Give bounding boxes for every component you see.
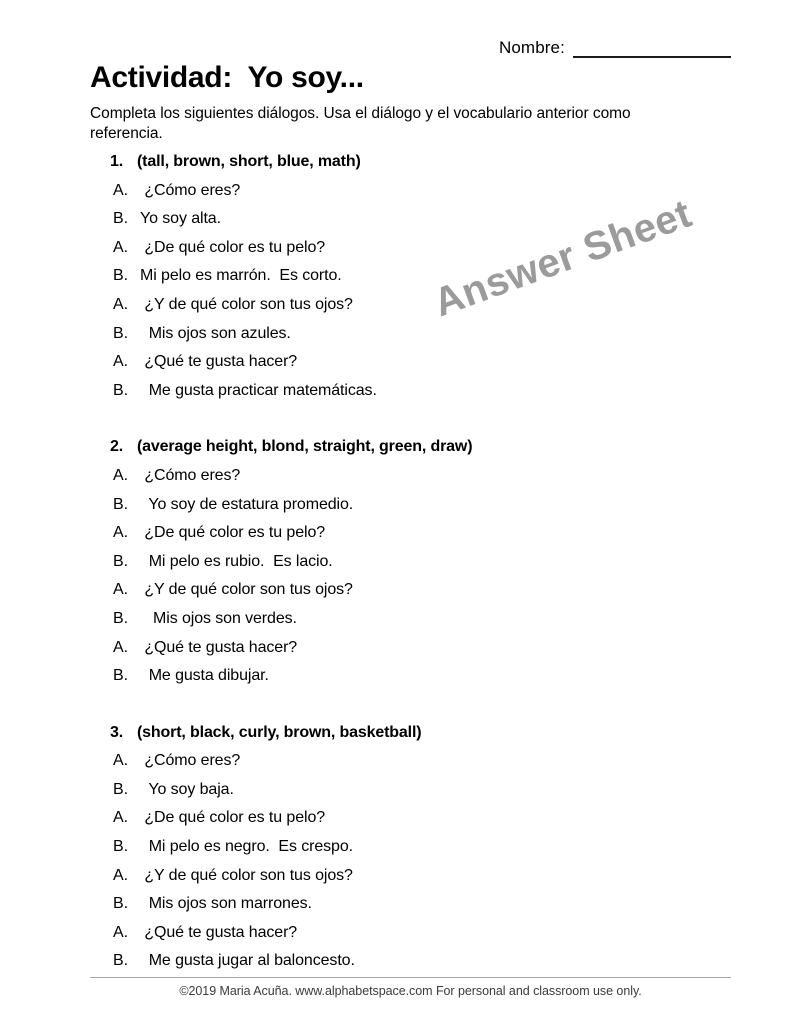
dialogue-sections [90, 148, 710, 976]
name-field-row [499, 38, 731, 58]
dialogue-speaker-label: B. [113, 667, 128, 685]
dialogue-line-text: ¿Qué te gusta hacer? [140, 638, 298, 656]
section-prompt-words: (average height, blond, straight, green, draw) [137, 438, 473, 456]
dialogue-line-text: Yo soy baja. [140, 780, 234, 798]
dialogue-line-text: Yo soy alta. [140, 210, 221, 228]
section-number: 3. [110, 723, 124, 741]
dialogue-speaker-label: A. [113, 238, 128, 256]
dialogue-line [90, 947, 710, 976]
section-prompt-words: (short, black, curly, brown, basketball) [137, 723, 422, 741]
dialogue-speaker-label: A. [113, 809, 128, 827]
name-input-blank[interactable] [573, 40, 731, 58]
dialogue-line-text: Mis ojos son azules. [140, 324, 291, 342]
dialogue-line [90, 605, 710, 634]
dialogue-line [90, 234, 710, 263]
dialogue-line-text: ¿Y de qué color son tus ojos? [140, 295, 353, 313]
dialogue-line [90, 491, 710, 520]
dialogue-line [90, 747, 710, 776]
dialogue-speaker-label: B. [113, 495, 128, 513]
dialogue-line-text: ¿Cómo eres? [140, 181, 241, 199]
dialogue-line-text: ¿Cómo eres? [140, 752, 241, 770]
page-title: Actividad: Yo soy... [90, 61, 364, 94]
dialogue-line [90, 662, 710, 691]
dialogue-line-text: Yo soy de estatura promedio. [140, 495, 354, 513]
footer-copyright: ©2019 Maria Acuña. www.alphabetspace.com For personal and classroom use only. [179, 984, 642, 998]
dialogue-line-text: Me gusta dibujar. [140, 667, 269, 685]
name-label: Nombre: [499, 38, 565, 57]
dialogue-line [90, 177, 710, 206]
dialogue-section [90, 433, 710, 690]
dialogue-line [90, 291, 710, 320]
dialogue-line-text: Mis ojos son marrones. [140, 895, 312, 913]
dialogue-line [90, 776, 710, 805]
dialogue-speaker-label: A. [113, 752, 128, 770]
section-number: 2. [110, 438, 124, 456]
dialogue-speaker-label: A. [113, 353, 128, 371]
dialogue-line [90, 348, 710, 377]
dialogue-speaker-label: A. [113, 581, 128, 599]
dialogue-speaker-label: A. [113, 524, 128, 542]
dialogue-speaker-label: B. [113, 895, 128, 913]
dialogue-line [90, 205, 710, 234]
dialogue-speaker-label: B. [113, 780, 128, 798]
dialogue-line [90, 890, 710, 919]
dialogue-line-text: ¿Y de qué color son tus ojos? [140, 866, 353, 884]
dialogue-speaker-label: A. [113, 295, 128, 313]
dialogue-line [90, 320, 710, 349]
dialogue-line-text: ¿Qué te gusta hacer? [140, 923, 298, 941]
dialogue-line [90, 862, 710, 891]
dialogue-speaker-label: B. [113, 552, 128, 570]
dialogue-line-text: Mis ojos son verdes. [140, 609, 297, 627]
dialogue-speaker-label: A. [113, 866, 128, 884]
dialogue-line [90, 833, 710, 862]
answer-sheet-watermark: Answer Sheet [428, 191, 698, 326]
dialogue-line-text: ¿De qué color es tu pelo? [140, 238, 326, 256]
section-heading [90, 148, 710, 177]
section-prompt-words: (tall, brown, short, blue, math) [137, 153, 361, 170]
dialogue-speaker-label: B. [113, 952, 128, 970]
dialogue-line-text: Me gusta jugar al baloncesto. [140, 952, 355, 970]
dialogue-line-text: Mi pelo es negro. Es crespo. [140, 838, 354, 856]
dialogue-line [90, 377, 710, 406]
dialogue-speaker-label: A. [113, 638, 128, 656]
section-heading [90, 433, 710, 462]
dialogue-line [90, 462, 710, 491]
dialogue-line [90, 634, 710, 663]
dialogue-speaker-label: B. [113, 267, 128, 285]
dialogue-line-text: ¿Qué te gusta hacer? [140, 353, 298, 371]
dialogue-line [90, 262, 710, 291]
dialogue-section [90, 148, 710, 405]
dialogue-line-text: Mi pelo es rubio. Es lacio. [140, 552, 333, 570]
dialogue-line [90, 548, 710, 577]
section-heading [90, 719, 710, 748]
dialogue-speaker-label: A. [113, 181, 128, 199]
footer-divider [90, 977, 731, 978]
dialogue-line [90, 804, 710, 833]
dialogue-line-text: ¿De qué color es tu pelo? [140, 524, 326, 542]
dialogue-line-text: Me gusta practicar matemáticas. [140, 381, 377, 399]
dialogue-line-text: ¿Y de qué color son tus ojos? [140, 581, 353, 599]
dialogue-line [90, 576, 710, 605]
dialogue-speaker-label: B. [113, 210, 128, 228]
dialogue-line [90, 919, 710, 948]
section-number: 1. [110, 153, 124, 170]
dialogue-line [90, 519, 710, 548]
dialogue-speaker-label: A. [113, 923, 128, 941]
dialogue-line-text: ¿Cómo eres? [140, 466, 241, 484]
dialogue-speaker-label: B. [113, 381, 128, 399]
dialogue-line-text: ¿De qué color es tu pelo? [140, 809, 326, 827]
dialogue-speaker-label: B. [113, 324, 128, 342]
dialogue-speaker-label: B. [113, 609, 128, 627]
dialogue-line-text: Mi pelo es marrón. Es corto. [140, 267, 342, 285]
dialogue-speaker-label: A. [113, 466, 128, 484]
instructions-text: Completa los siguientes diálogos. Usa el diálogo y el vocabulario anterior como referencia. [90, 105, 631, 142]
dialogue-speaker-label: B. [113, 838, 128, 856]
dialogue-section [90, 719, 710, 976]
